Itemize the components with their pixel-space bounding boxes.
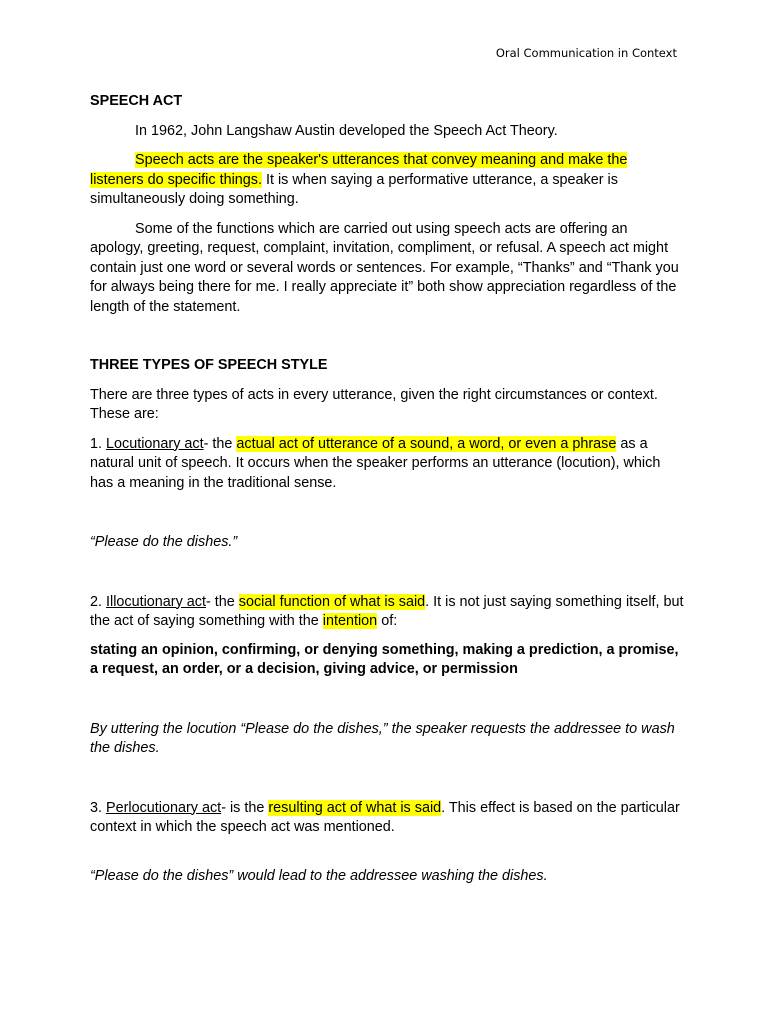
term-connector: - is the [221, 799, 269, 816]
item-description: as a natural unit of speech. It occurs when the speaker performs an utterance (locution), which has a meaning in the traditional sense. [90, 435, 661, 491]
heading-speech-act: SPEECH ACT [90, 93, 183, 109]
term-connector: - the [203, 435, 237, 452]
item-description: . It is not just saying something itself, but the act of saying something with the [90, 593, 684, 629]
highlight-perlocutionary: resulting act of what is said [268, 799, 442, 816]
item-number: 2. [90, 593, 106, 610]
example-illocutionary: By uttering the locution “Please do the dishes,” the speaker requests the addressee to wash the dishes. [90, 720, 675, 756]
highlight-intention: intention [322, 613, 378, 629]
illocutionary-list: stating an opinion, confirming, or denying something, making a prediction, a promise, a request, an order, or a decision, giving advice, or permission [90, 641, 679, 677]
term-illocutionary: Illocutionary act [106, 593, 206, 610]
running-header: Oral Communication in Context [495, 46, 677, 60]
example-perlocutionary: “Please do the dishes” would lead to the addressee washing the dishes. [90, 867, 548, 884]
term-perlocutionary: Perlocutionary act [106, 799, 222, 816]
paragraph-functions: Some of the functions which are carried out using speech acts are offering an apology, greeting, request, complaint, invitation, compliment, or refusal. A speech act might contain just one word or several words or sentences. For example, “Thanks” and “Thank you for always being there for me. I really appreciate it” both show appreciation regardless of the length of the statement. [90, 220, 679, 315]
document-body [90, 92, 684, 886]
item-illocutionary [90, 593, 684, 632]
item-description: . This effect is based on the particular context in which the speech act was mentioned. [90, 799, 680, 835]
term-locutionary: Locutionary act [106, 435, 204, 452]
paragraph-intro: There are three types of acts in every utterance, given the right circumstances or context. These are: [90, 386, 658, 422]
example-locutionary: “Please do the dishes.” [90, 534, 238, 550]
item-perlocutionary [90, 799, 684, 838]
heading-three-types: THREE TYPES OF SPEECH STYLE [90, 357, 328, 373]
term-connector: - the [205, 593, 239, 610]
highlight-illocutionary: social function of what is said [238, 593, 426, 610]
item-number: 3. [90, 799, 106, 816]
highlight-locutionary: actual act of utterance of a sound, a word, or even a phrase [236, 435, 617, 452]
paragraph-austin: In 1962, John Langshaw Austin developed the Speech Act Theory. [135, 122, 558, 139]
item-number: 1. [90, 435, 106, 452]
item-description-end: of: [377, 613, 398, 629]
item-locutionary [90, 435, 684, 494]
paragraph-definition [90, 151, 684, 210]
highlighted-definition: Speech acts are the speaker's utterances that convey meaning and make the listeners do specific things. [90, 152, 628, 188]
definition-rest: It is when saying a performative utterance, a speaker is simultaneously doing something. [90, 171, 618, 207]
